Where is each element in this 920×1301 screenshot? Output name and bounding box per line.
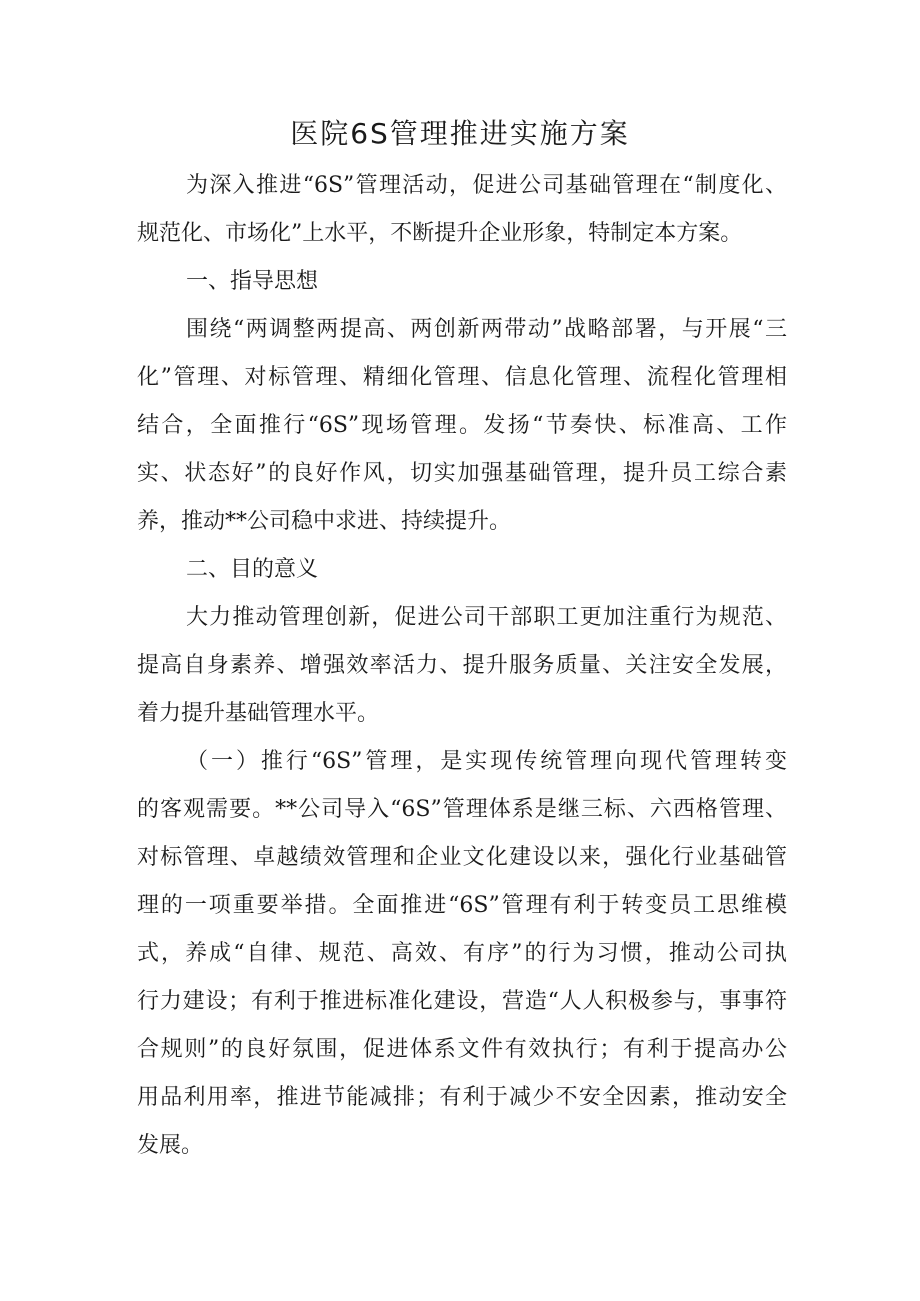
subsection-line: （一）推行“6S”管理，是实现传统管理向现代管理转变 — [186, 749, 787, 774]
document-title: 医院6S管理推进实施方案 — [290, 117, 630, 150]
paragraph-line: 大力推动管理创新，促进公司干部职工更加注重行为规范、 — [186, 605, 787, 630]
paragraph-line: 规范化、市场化”上水平，不断提升企业形象，特制定本方案。 — [137, 221, 743, 246]
paragraph-line: 发展。 — [137, 1133, 204, 1158]
section-heading: 二、目的意义 — [186, 557, 319, 582]
paragraph-line: 提高自身素养、增强效率活力、提升服务质量、关注安全发展， — [137, 653, 787, 678]
paragraph-line: 对标管理、卓越绩效管理和企业文化建设以来，强化行业基础管 — [137, 845, 787, 870]
section-heading: 一、指导思想 — [186, 269, 319, 294]
paragraph-line: 着力提升基础管理水平。 — [137, 701, 380, 726]
paragraph-line: 为深入推进“6S”管理活动，促进公司基础管理在“制度化、 — [186, 173, 787, 198]
paragraph-line: 的客观需要。**公司导入“6S”管理体系是继三标、六西格管理、 — [137, 797, 787, 822]
paragraph-line: 化”管理、对标管理、精细化管理、信息化管理、流程化管理相 — [137, 365, 787, 390]
paragraph-line: 结合，全面推行“6S”现场管理。发扬“节奏快、标准高、工作 — [137, 413, 787, 438]
paragraph-line: 式，养成“自律、规范、高效、有序”的行为习惯，推动公司执 — [137, 941, 787, 966]
paragraph-line: 合规则”的良好氛围，促进体系文件有效执行；有利于提高办公 — [137, 1037, 787, 1062]
paragraph-line: 理的一项重要举措。全面推进“6S”管理有利于转变员工思维模 — [137, 893, 787, 918]
paragraph-line: 围绕“两调整两提高、两创新两带动”战略部署，与开展“三 — [186, 317, 787, 342]
paragraph-line: 实、状态好”的良好作风，切实加强基础管理，提升员工综合素 — [137, 461, 787, 486]
paragraph-line: 行力建设；有利于推进标准化建设，营造“人人积极参与，事事符 — [137, 989, 787, 1014]
paragraph-line: 用品利用率，推进节能减排；有利于减少不安全因素，推动安全 — [137, 1085, 787, 1110]
paragraph-line: 养，推动**公司稳中求进、持续提升。 — [137, 509, 512, 534]
